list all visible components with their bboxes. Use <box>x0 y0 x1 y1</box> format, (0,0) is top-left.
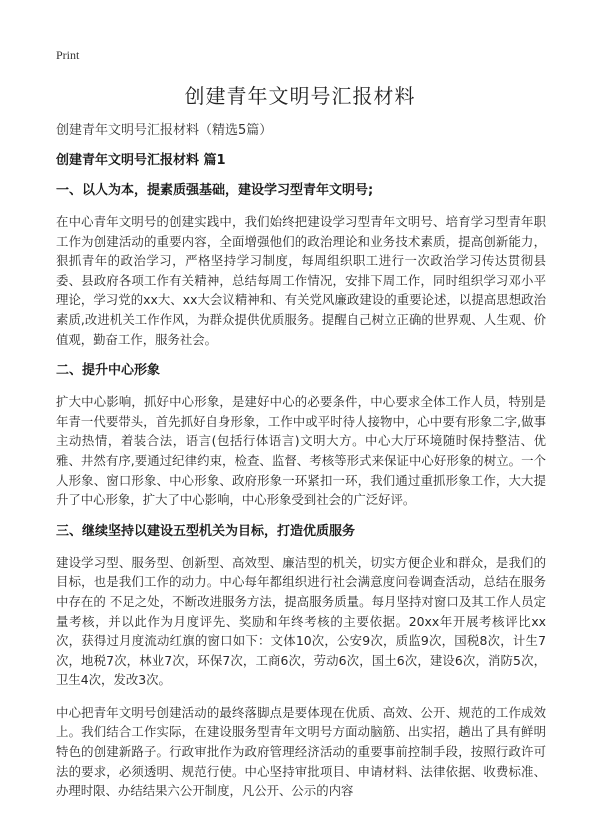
print-link[interactable]: Print <box>56 48 80 62</box>
section-heading-2: 二、提升中心形象 <box>56 363 161 379</box>
document-subtitle: 创建青年文明号汇报材料（精选5篇） <box>56 123 273 138</box>
part-title: 创建青年文明号汇报材料 篇1 <box>56 153 226 168</box>
document-title: 创建青年文明号汇报材料 <box>184 84 416 108</box>
section-2-paragraph-1: 扩大中心影响，抓好中心形象，是建好中心的必要条件，中心要求全体工作人员，特别是年青一代要带头，首先抓好自身形象，工作中或平时待人接物中，心中要有形象二字,做事主动热情，着装合法，语言(包括行体语言)文明大方。中心大厅环境随时保持整洁、优雅、井然有序,要通过纪律约束，检查、监督、考核等形式来保证中心好形象的树立。一个人形象、窗口形象、中心形象、政府形象一环紧扣一环，我们通过重抓形象工作，大大提升了中心形象，扩大了中心影响，中心形象受到社会的广泛好评。 <box>56 394 546 508</box>
document-content <box>56 122 546 814</box>
section-3-paragraph-1: 建设学习型、服务型、创新型、高效型、廉洁型的机关，切实方便企业和群众，是我们的目标，也是我们工作的动力。中心每年都组织进行社会满意度问卷调查活动，总结在服务中存在的 不足之处，不断改进服务方法，提高服务质量。每月坚持对窗口及其工作人员定量考核，并以此作为月度评先、奖励和年终考核的主要依据。20xx年开展考核评比xx次，获得过月度流动红旗的窗口如下：文体10次，公安9次，质监9次，国税8次，计生7次，地税7次，林业7次，环保7次，工商6次，劳动6次，国土6次，建设6次，消防5次，卫生4次，发改3次。 <box>56 554 546 688</box>
section-3-paragraph-2: 中心把青年文明号创建活动的最终落脚点是要体现在优质、高效、公开、规范的工作成效上。我们结合工作实际，在建设服务型青年文明号方面动脑筋、出实招，趟出了具有鲜明特色的创建新路子。行政审批作为政府管理经济活动的重要事前控制手段，按照行政许可法的要求，必须透明、规范行使。中心坚持审批项目、申请材料、法律依据、收费标准、办理时限、办结结果六公开制度，凡公开、公示的内容 <box>56 704 546 799</box>
section-heading-1: 一、以人为本，提素质强基础，建设学习型青年文明号; <box>56 183 374 198</box>
section-1-paragraph-1: 在中心青年文明号的创建实践中，我们始终把建设学习型青年文明号、培育学习型青年职工作为创建活动的重要内容，全面增强他们的政治理论和业务技术素质，提高创新能力，狠抓青年的政治学习，严格坚持学习制度，每周组织职工进行一次政治学习传达贯彻县委、县政府各项工作有关精神，总结每周工作情况，安排下周工作，同时组织学习邓小平理论，学习党的xx大、xx大会议精神和、有关党风廉政建设的重要论述，以提高思想政治素质,改进机关工作作风，为群众提供优质服务。提醒自己树立正确的世界观、人生观、价值观，勤奋工作，服务社会。 <box>56 214 546 347</box>
section-heading-3: 三、继续坚持以建设五型机关为目标，打造优质服务 <box>56 523 356 539</box>
